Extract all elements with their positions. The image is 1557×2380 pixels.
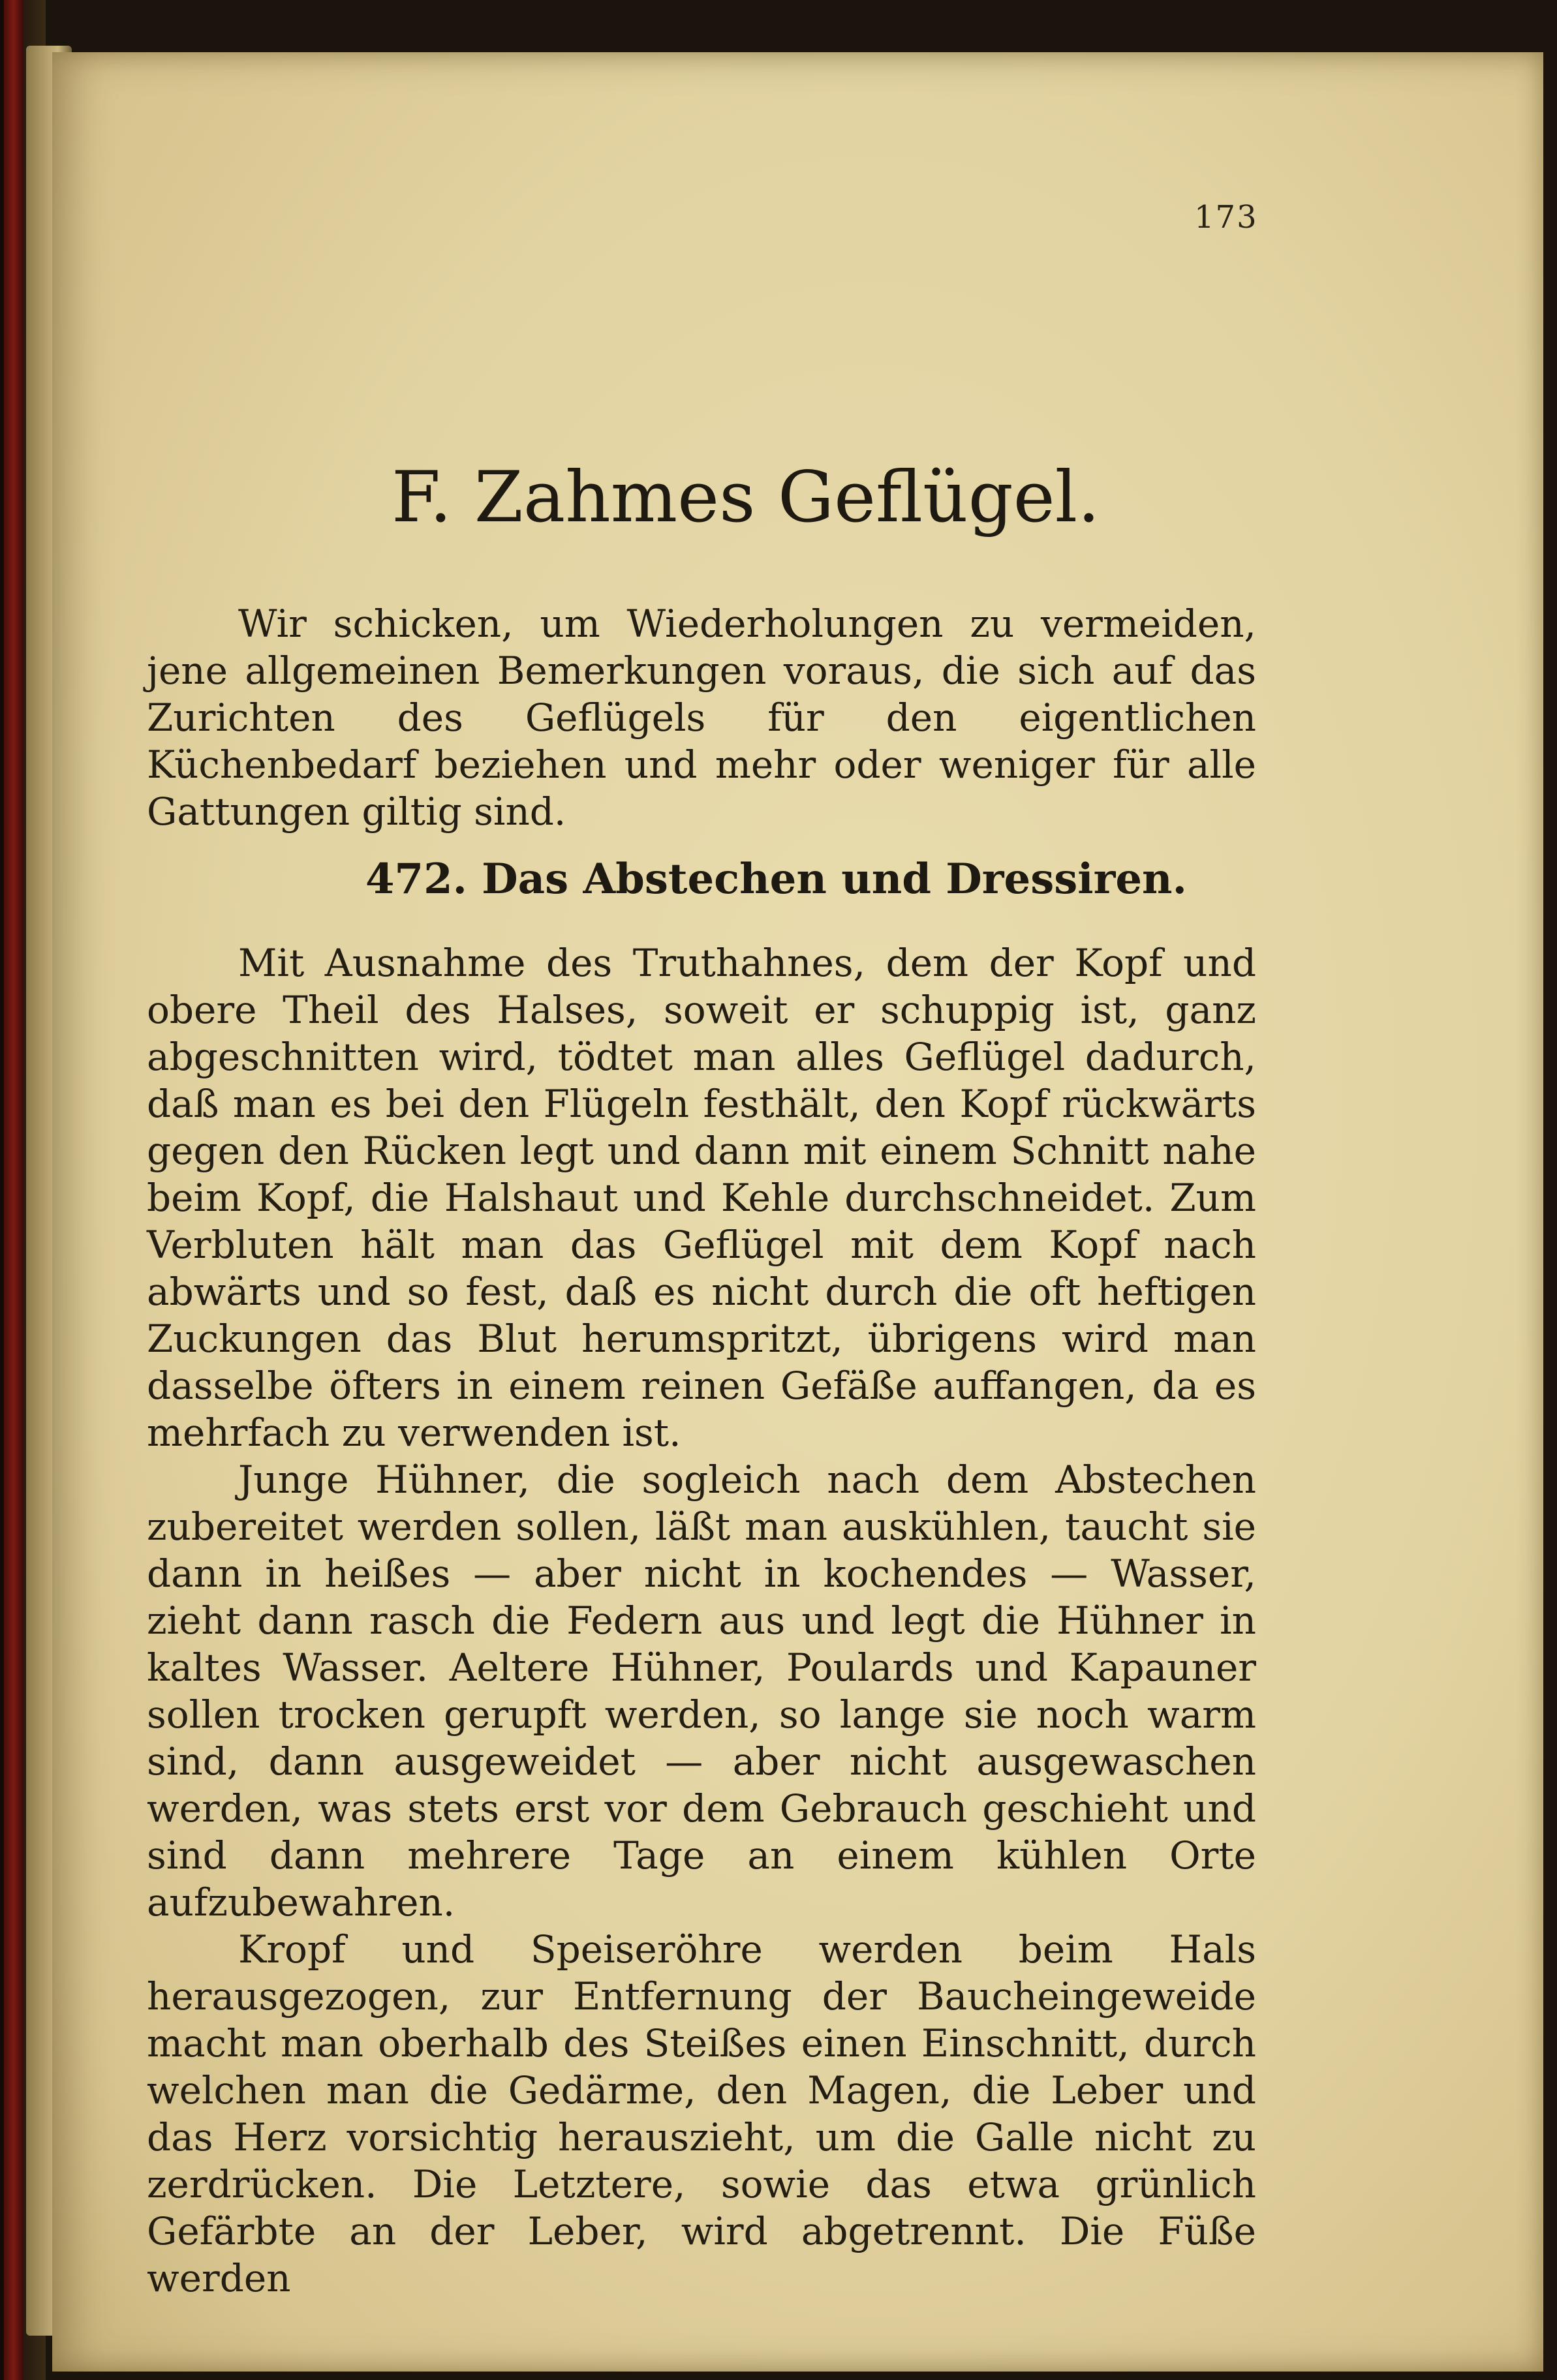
body-paragraph-1: Mit Ausnahme des Truthahnes, dem der Kopf und obere Theil des Halses, soweit er schuppig ist, ganz abgeschnitten wird, tödtet man alles Geflügel dadurch, daß man es bei den Flügeln festhält, den Kopf rückwärts gegen den Rücken legt und dann mit einem Schnitt nahe beim Kopf, die Halshaut und Kehle durchschneidet. Zum Verbluten hält man das Geflügel mit dem Kopf nach abwärts und so fest, daß es nicht durch die oft heftigen Zuckungen das Blut herumspritzt, übrigens wird man dasselbe öfters in einem reinen Gefäße auffangen, da es mehrfach zu verwenden ist.	[147, 941, 1256, 1455]
intro-block	[147, 600, 1256, 835]
chapter-title: F. Zahmes Geflügel.	[392, 457, 1100, 538]
section-heading: 472. Das Abstechen und Dressiren.	[365, 855, 1187, 904]
section-body	[147, 939, 1256, 2302]
intro-paragraph: Wir schicken, um Wiederholungen zu vermeiden, jene allgemeinen Bemerkungen voraus, die sich auf das Zurichten des Geflügels für den eigentlichen Küchenbedarf beziehen und mehr oder weniger für alle Gattungen giltig sind.	[147, 602, 1256, 834]
body-paragraph-3: Kropf und Speiseröhre werden beim Hals herausgezogen, zur Entfernung der Baucheingeweide macht man oberhalb des Steißes einen Einschnitt, durch welchen man die Gedärme, den Magen, die Leber und das Herz vorsichtig herauszieht, um die Galle nicht zu zerdrücken. Die Letztere, sowie das etwa grünlich Gefärbte an der Leber, wird abgetrennt. Die Füße werden	[147, 1927, 1256, 2300]
body-paragraph-2: Junge Hühner, die sogleich nach dem Abstechen zubereitet werden sollen, läßt man auskühlen, taucht sie dann in heißes — aber nicht in kochendes — Wasser, zieht dann rasch die Federn aus und legt die Hühner in kaltes Wasser. Aeltere Hühner, Poulards und Kapauner sollen trocken gerupft werden, so lange sie noch warm sind, dann ausgeweidet — aber nicht ausgewaschen werden, was stets erst vor dem Gebrauch geschieht und sind dann mehrere Tage an einem kühlen Orte aufzubewahren.	[147, 1457, 1256, 1925]
page-number: 173	[1194, 199, 1258, 236]
binding-red-cloth	[4, 0, 23, 2380]
